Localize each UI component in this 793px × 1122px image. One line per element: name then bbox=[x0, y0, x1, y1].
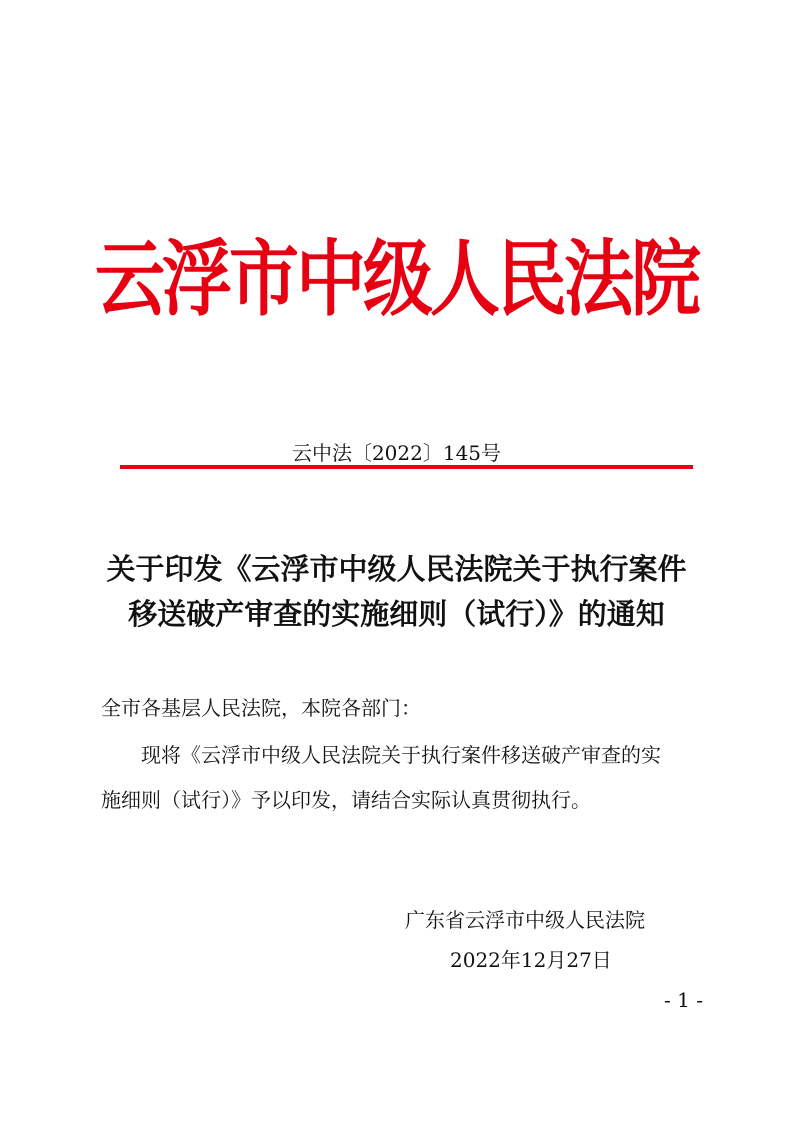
issuer-signature: 广东省云浮市中级人民法院 bbox=[405, 908, 645, 932]
document-title-line-1: 关于印发《云浮市中级人民法院关于执行案件 bbox=[106, 552, 687, 586]
body-paragraph-line-1: 现将《云浮市中级人民法院关于执行案件移送破产审查的实 bbox=[141, 743, 661, 767]
red-divider-line bbox=[120, 465, 693, 469]
issue-date: 2022年12月27日 bbox=[450, 948, 612, 972]
red-header-organization: 云浮市中级人民法院 bbox=[95, 229, 698, 328]
document-title-line-2: 移送破产审查的实施细则（试行）》的通知 bbox=[128, 597, 665, 631]
page-number: - 1 - bbox=[664, 988, 703, 1012]
body-paragraph-line-2: 施细则（试行）》予以印发，请结合实际认真贯彻执行。 bbox=[101, 788, 591, 812]
document-number: 云中法〔2022〕145号 bbox=[291, 441, 502, 465]
salutation: 全市各基层人民法院，本院各部门： bbox=[101, 696, 421, 720]
